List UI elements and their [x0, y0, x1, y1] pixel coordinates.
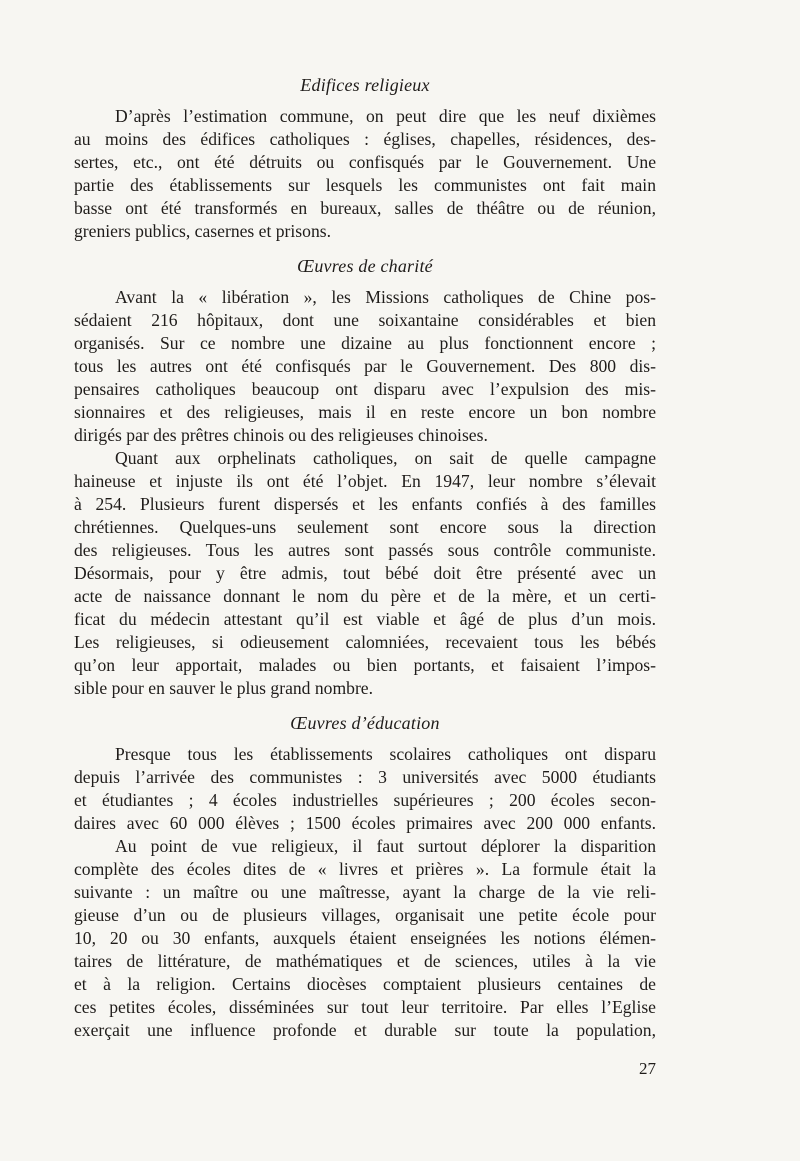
text-line: Au point de vue religieux, il faut surtout déplorer la disparition	[115, 836, 656, 856]
text-line: Quant aux orphelinats catholiques, on sait de quelle campagne	[115, 448, 656, 468]
text-line: au moins des édifices catholiques : églises, chapelles, résidences, des-	[74, 129, 656, 149]
text-line: sertes, etc., ont été détruits ou confisqués par le Gouvernement. Une	[74, 152, 656, 172]
text-line: greniers publics, casernes et prisons.	[74, 221, 331, 241]
text-line: chrétiennes. Quelques-uns seulement sont encore sous la direction	[74, 517, 656, 537]
text-line: qu’on leur apportait, malades ou bien portants, et faisaient l’impos-	[74, 655, 656, 675]
text-line: et à la religion. Certains diocèses comptaient plusieurs centaines de	[74, 974, 656, 994]
text-line: daires avec 60 000 élèves ; 1500 écoles primaires avec 200 000 enfants.	[74, 813, 656, 833]
text-line: et étudiantes ; 4 écoles industrielles supérieures ; 200 écoles secon-	[74, 790, 656, 810]
text-line: tous les autres ont été confisqués par le Gouvernement. Des 800 dis-	[74, 356, 656, 376]
section-heading-edifices: Edifices religieux	[300, 75, 430, 95]
text-line: exerçait une influence profonde et durable sur toute la population,	[74, 1020, 656, 1040]
text-line: sionnaires et des religieuses, mais il en reste encore un bon nombre	[74, 402, 656, 422]
text-line: Avant la « libération », les Missions catholiques de Chine pos-	[115, 287, 656, 307]
text-line: organisés. Sur ce nombre une dizaine au plus fonctionnent encore ;	[74, 333, 656, 353]
text-line: dirigés par des prêtres chinois ou des religieuses chinoises.	[74, 425, 488, 445]
text-line: partie des établissements sur lesquels les communistes ont fait main	[74, 175, 656, 195]
text-line: ces petites écoles, disséminées sur tout leur territoire. Par elles l’Eglise	[74, 997, 656, 1017]
page-number: 27	[639, 1059, 656, 1078]
text-line: ficat du médecin attestant qu’il est viable et âgé de plus d’un mois.	[74, 609, 656, 629]
text-line: gieuse d’un ou de plusieurs villages, organisait une petite école pour	[74, 905, 656, 925]
text-line: sédaient 216 hôpitaux, dont une soixantaine considérables et bien	[74, 310, 656, 330]
text-line: D’après l’estimation commune, on peut dire que les neuf dixièmes	[115, 106, 656, 126]
text-line: basse ont été transformés en bureaux, salles de théâtre ou de réunion,	[74, 198, 656, 218]
text-line: taires de littérature, de mathématiques et de sciences, utiles à la vie	[74, 951, 656, 971]
text-line: 10, 20 ou 30 enfants, auxquels étaient enseignées les notions élémen-	[74, 928, 656, 948]
section-heading-charite: Œuvres de charité	[297, 256, 433, 276]
text-line: pensaires catholiques beaucoup ont disparu avec l’expulsion des mis-	[74, 379, 656, 399]
text-line: suivante : un maître ou une maîtresse, ayant la charge de la vie reli-	[74, 882, 656, 902]
text-line: sible pour en sauver le plus grand nombre.	[74, 678, 374, 698]
text-line: haineuse et injuste ils ont été l’objet. En 1947, leur nombre s’élevait	[74, 471, 656, 491]
text-line: des religieuses. Tous les autres sont passés sous contrôle communiste.	[74, 540, 656, 560]
text-line: complète des écoles dites de « livres et prières ». La formule était la	[74, 859, 656, 879]
text-line: Les religieuses, si odieusement calomniées, recevaient tous les bébés	[74, 632, 656, 652]
text-line: Presque tous les établissements scolaires catholiques ont disparu	[115, 744, 656, 764]
text-line: à 254. Plusieurs furent dispersés et les enfants confiés à des familles	[74, 494, 656, 514]
text-line: Désormais, pour y être admis, tout bébé doit être présenté avec un	[74, 563, 656, 583]
text-line: acte de naissance donnant le nom du père et de la mère, et un certi-	[74, 586, 656, 606]
section-heading-education: Œuvres d’éducation	[290, 713, 440, 733]
text-line: depuis l’arrivée des communistes : 3 universités avec 5000 étudiants	[74, 767, 656, 787]
